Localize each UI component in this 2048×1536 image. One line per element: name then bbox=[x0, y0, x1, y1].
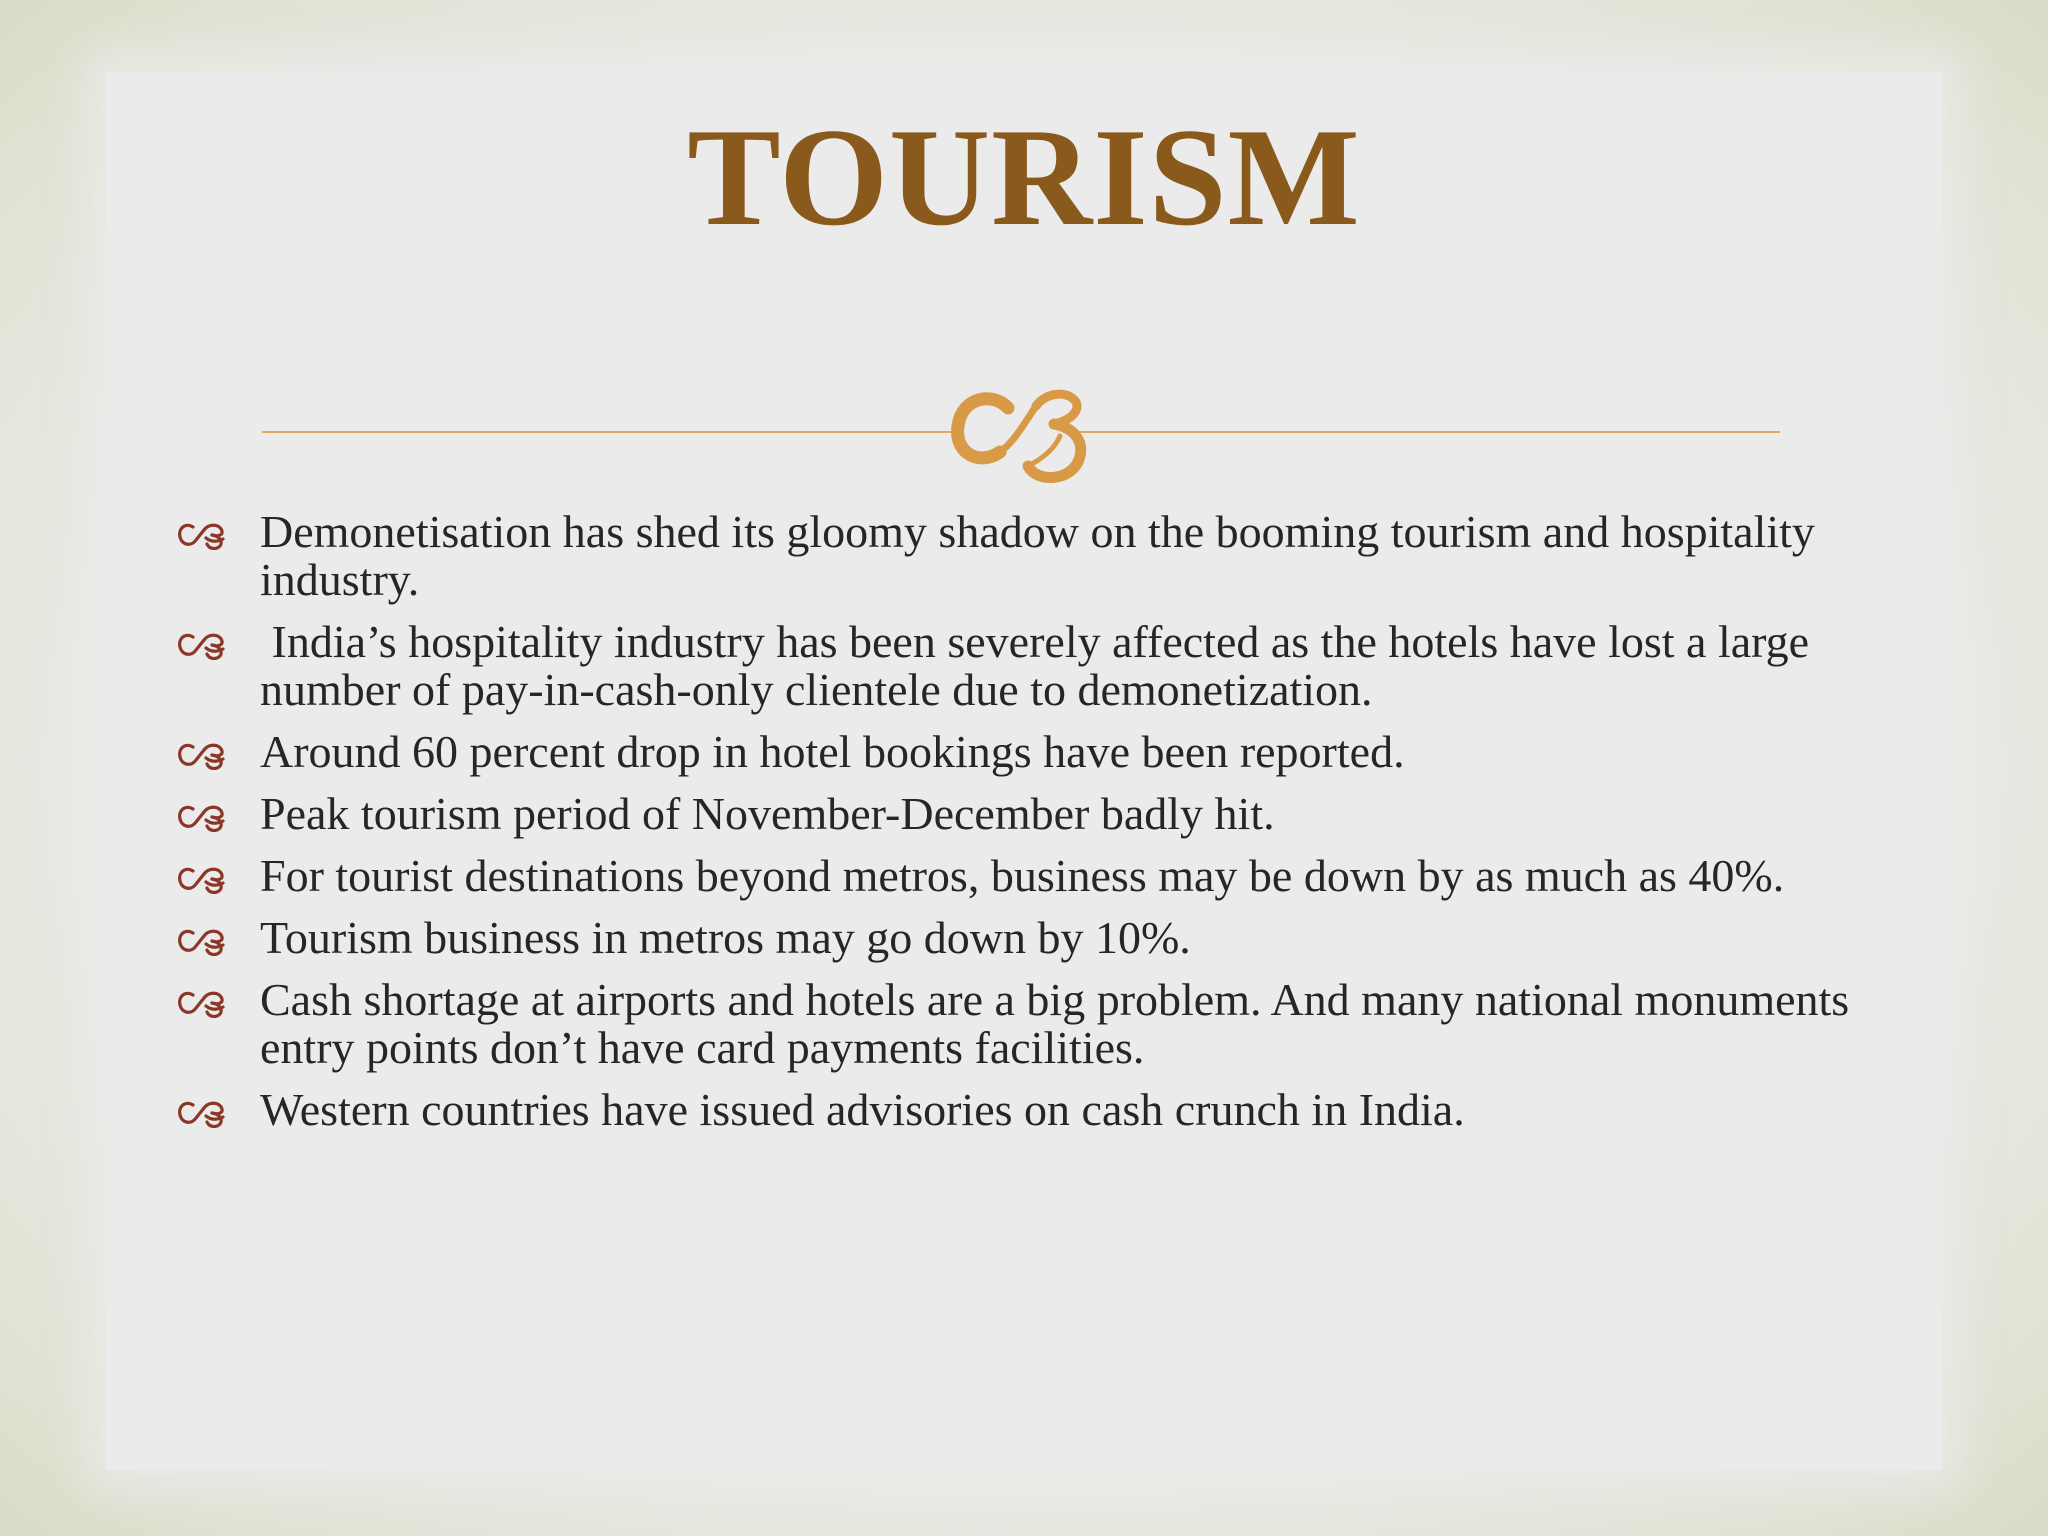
bullet-text: Cash shortage at airports and hotels are a big problem. And many national monuments entry points don’t have card payments facilities. bbox=[260, 974, 1850, 1073]
flourish-bullet-icon bbox=[176, 630, 226, 660]
flourish-bullet-icon bbox=[176, 520, 226, 550]
flourish-bullet-icon bbox=[176, 740, 226, 770]
list-item bbox=[176, 976, 1896, 1072]
list-item bbox=[176, 728, 1896, 776]
list-item bbox=[176, 618, 1896, 714]
bullet-text: Demonetisation has shed its gloomy shadow on the booming tourism and hospitality industry. bbox=[260, 506, 1815, 605]
flourish-bullet-icon bbox=[176, 988, 226, 1018]
flourish-bullet-icon bbox=[176, 1098, 226, 1128]
list-item bbox=[176, 1086, 1896, 1134]
ornament-flourish-icon bbox=[950, 378, 1096, 486]
list-item bbox=[176, 914, 1896, 962]
bullet-text: Western countries have issued advisories on cash crunch in India. bbox=[260, 1084, 1465, 1135]
bullet-text: Tourism business in metros may go down by 10%. bbox=[260, 912, 1191, 963]
list-item bbox=[176, 790, 1896, 838]
list-item bbox=[176, 852, 1896, 900]
flourish-bullet-icon bbox=[176, 926, 226, 956]
bullet-text: India’s hospitality industry has been severely affected as the hotels have lost a large number of pay-in-cash-only clientele due to demonetization. bbox=[260, 616, 1821, 715]
list-item bbox=[176, 508, 1896, 604]
bullet-text: Peak tourism period of November-December badly hit. bbox=[260, 788, 1275, 839]
flourish-bullet-icon bbox=[176, 864, 226, 894]
bullet-text: For tourist destinations beyond metros, business may be down by as much as 40%. bbox=[260, 850, 1785, 901]
divider-line-right bbox=[1072, 431, 1780, 433]
bullet-text: Around 60 percent drop in hotel bookings have been reported. bbox=[260, 726, 1405, 777]
bullet-list bbox=[176, 508, 1896, 1148]
slide-title: TOURISM bbox=[687, 100, 1361, 255]
flourish-bullet-icon bbox=[176, 802, 226, 832]
divider-line-left bbox=[262, 431, 958, 433]
